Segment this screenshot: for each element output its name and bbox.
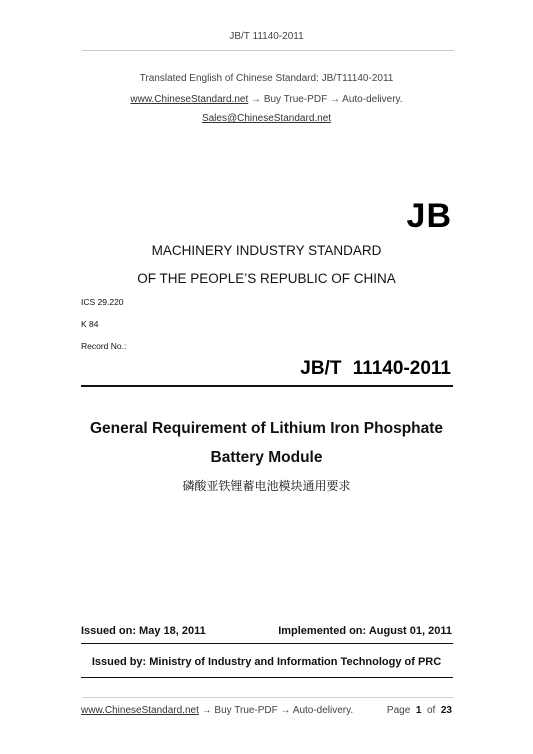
site-link[interactable]: www.ChineseStandard.net: [130, 94, 249, 105]
header-divider: [82, 50, 454, 51]
page-label: Page: [386, 705, 411, 716]
document-title-line1: General Requirement of Lithium Iron Phosphate: [89, 420, 444, 437]
footer-purchase-line: [81, 705, 353, 716]
issuing-authority: Issued by: Ministry of Industry and Information Technology of PRC: [91, 656, 442, 668]
issued-date: Issued on: May 18, 2011: [81, 625, 206, 637]
page-total: 23: [440, 705, 452, 716]
document-title-chinese: 磷酸亚铁锂蓄电池模块通用要求: [182, 479, 351, 493]
footer-divider: [82, 697, 454, 698]
translation-notice: Translated English of Chinese Standard: JB/T11140-2011: [139, 73, 394, 84]
page-of: of: [426, 705, 436, 716]
standard-type-line2: OF THE PEOPLE’S REPUBLIC OF CHINA: [137, 271, 396, 286]
purchase-line: [0, 94, 533, 105]
purchase-text: → Buy True-PDF → Auto-delivery.: [248, 94, 403, 105]
email-link[interactable]: Sales@ChineseStandard.net: [201, 113, 332, 124]
email-line: [0, 113, 533, 124]
classification-code: K 84: [81, 319, 99, 329]
standard-type-line1: MACHINERY INDUSTRY STANDARD: [151, 243, 382, 258]
running-header: JB/T 11140-2011: [229, 31, 304, 42]
footer-site-link[interactable]: www.ChineseStandard.net: [81, 705, 199, 716]
document-title-line2: Battery Module: [210, 449, 323, 466]
dates-divider: [81, 643, 453, 644]
ics-code: ICS 29.220: [81, 297, 124, 307]
page-indicator: [387, 705, 452, 716]
issuer-divider: [81, 677, 453, 678]
implemented-date: Implemented on: August 01, 2011: [278, 625, 452, 637]
standard-mark: JB: [406, 197, 452, 235]
footer-purchase-text: → Buy True-PDF → Auto-delivery.: [198, 705, 354, 716]
page-current: 1: [415, 705, 422, 716]
standard-code: JB/T 11140-2011: [300, 358, 451, 379]
code-divider: [81, 385, 453, 387]
record-number-label: Record No.:: [81, 341, 127, 351]
